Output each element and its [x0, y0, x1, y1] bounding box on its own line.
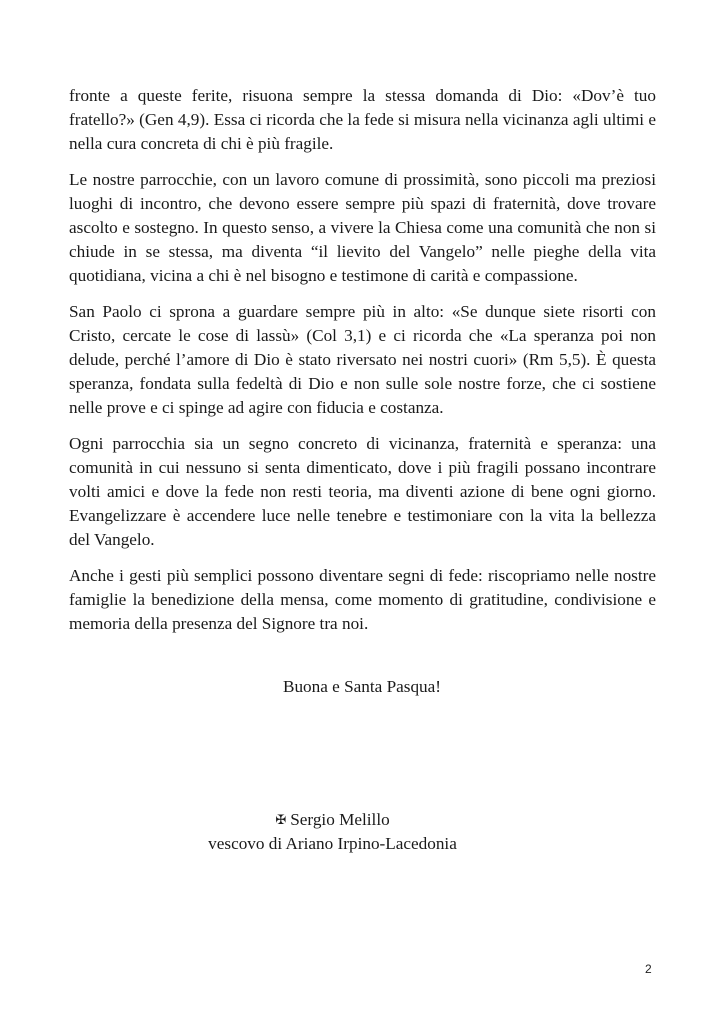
- signature-block: [190, 808, 475, 856]
- page-number: 2: [645, 962, 652, 976]
- paragraph-2: Le nostre parrocchie, con un lavoro comune di prossimità, sono piccoli ma preziosi luoghi di incontro, che devono essere sempre più spazi di fraternità, dove trovare ascolto e sostegno. In questo senso, a vivere la Chiesa come una comunità che non si chiude in se stessa, ma diventa “il lievito del Vangelo” nelle pieghe della vita quotidiana, vicina a chi è nel bisogno e testimone di carità e compassione.: [69, 170, 656, 285]
- signature-name: Sergio Melillo: [290, 810, 390, 829]
- paragraph-4: Ogni parrocchia sia un segno concreto di vicinanza, fraternità e speranza: una comunità in cui nessuno si senta dimenticato, dove i più fragili possano incontrare volti amici e dove la fede non resti teoria, ma diventi azione di bene ogni giorno. Evangelizzare è accendere luce nelle tenebre e testimoniare con la vita la bellezza del Vangelo.: [69, 434, 656, 549]
- paragraph-1: fronte a queste ferite, risuona sempre la stessa domanda di Dio: «Dov’è tuo fratello?» (Gen 4,9). Essa ci ricorda che la fede si misura nella vicinanza agli ultimi e nella cura concreta di chi è più fragile.: [69, 86, 656, 153]
- paragraph-3: San Paolo ci sprona a guardare sempre più in alto: «Se dunque siete risorti con Cristo, cercate le cose di lassù» (Col 3,1) e ci ricorda che «La speranza poi non delude, perché l’amore di Dio è stato riversato nei nostri cuori» (Rm 5,5). È questa speranza, fondata sulla fedeltà di Dio e non sulle sole nostre forze, che ci sostiene nelle prove e ci spinge ad agire con fiducia e costanza.: [69, 302, 656, 417]
- document-body: [69, 84, 656, 648]
- signature-title: vescovo di Ariano Irpino-Lacedonia: [208, 834, 457, 853]
- paragraph-5: Anche i gesti più semplici possono diventare segni di fede: riscopriamo nelle nostre famiglie la benedizione della mensa, come momento di gratitudine, condivisione e memoria della presenza del Signore tra noi.: [69, 566, 656, 633]
- signature-name-line: [190, 808, 475, 832]
- easter-greeting: Buona e Santa Pasqua!: [283, 677, 441, 696]
- cross-icon: ✠: [275, 812, 287, 827]
